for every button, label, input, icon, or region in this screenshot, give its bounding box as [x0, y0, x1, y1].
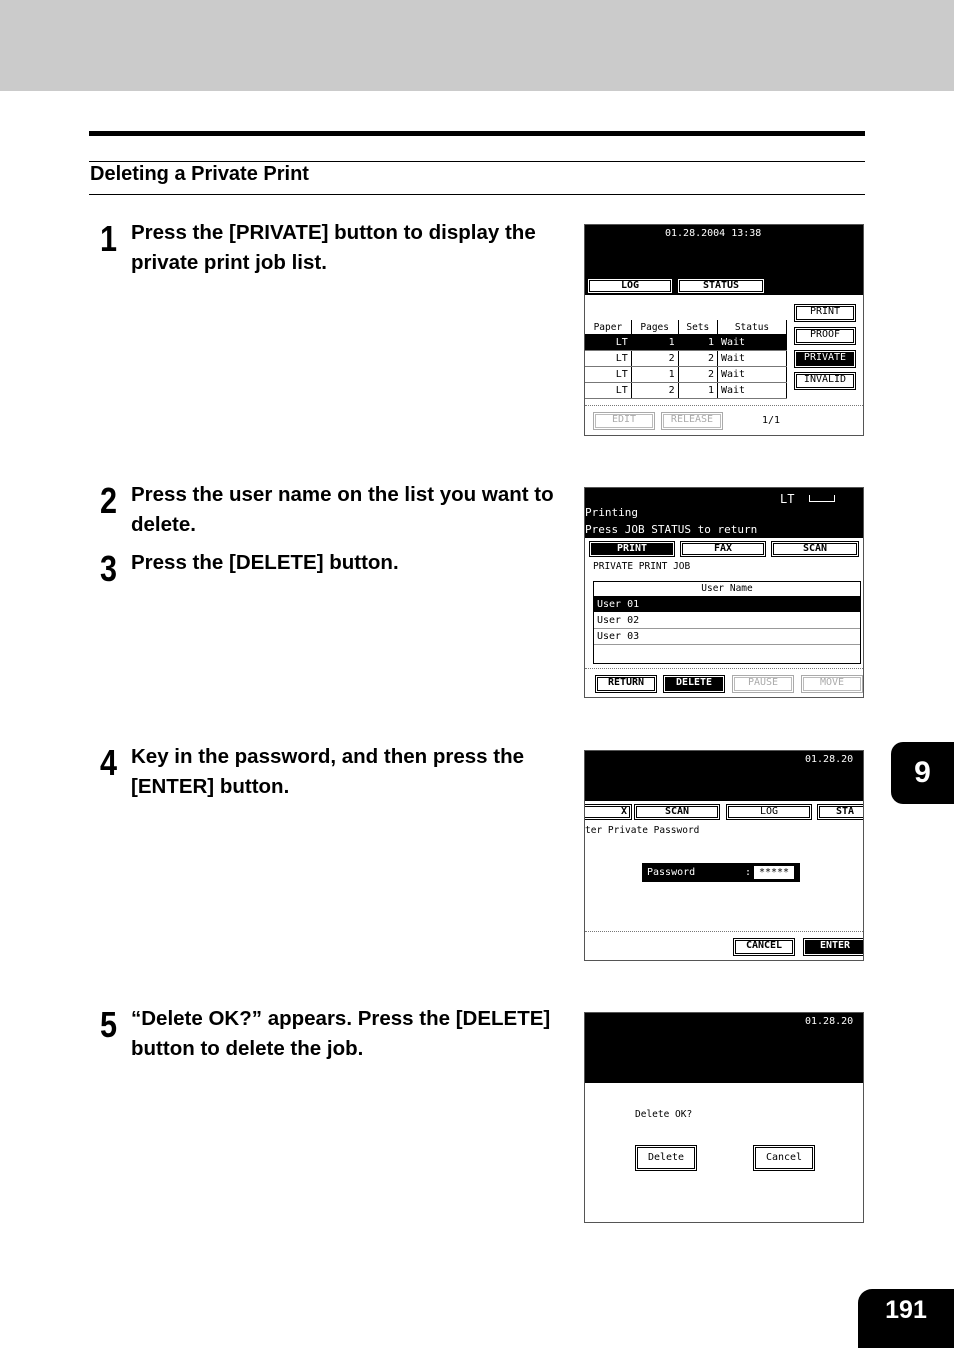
step-text: Press the [PRIVATE] button to display the private print job list.	[131, 221, 536, 274]
cell: LT	[585, 351, 631, 367]
field-label: Password	[647, 867, 696, 878]
tab-scan[interactable]: SCAN	[771, 541, 859, 557]
screen-delete-confirm	[584, 1012, 864, 1223]
cell: Wait	[718, 335, 787, 351]
user-list	[593, 581, 861, 664]
step-number: 2	[100, 480, 117, 521]
divider	[585, 405, 863, 406]
tab-status[interactable]: STATUS	[677, 278, 765, 294]
list-item[interactable]: User 03	[594, 629, 860, 645]
cell: Wait	[718, 383, 787, 399]
invalid-button[interactable]: INVALID	[794, 372, 856, 390]
screen-password	[584, 750, 864, 961]
cell: 1	[678, 383, 717, 399]
step-text: Press the [DELETE] button.	[131, 551, 399, 574]
step-text: Press the user name on the list you want to delete.	[131, 483, 554, 536]
column-header: Sets	[678, 320, 717, 335]
cell: 2	[631, 383, 678, 399]
screen-job-status	[584, 224, 864, 436]
step-text: “Delete OK?” appears. Press the [DELETE] button to delete the job.	[131, 1007, 551, 1060]
tray-icon	[809, 495, 835, 502]
divider	[585, 668, 863, 669]
table-row[interactable]	[585, 367, 787, 383]
column-header: Pages	[631, 320, 678, 335]
status-hint: Press JOB STATUS to return	[585, 523, 758, 536]
confirm-delete-button[interactable]: Delete	[635, 1145, 697, 1171]
edit-button[interactable]: EDIT	[593, 412, 655, 430]
cell: 2	[631, 351, 678, 367]
step-number: 3	[100, 548, 117, 589]
step-number: 5	[100, 1004, 117, 1045]
chapter-tab: 9	[891, 742, 954, 804]
page-indicator: 1/1	[762, 415, 781, 426]
cell: 1	[678, 335, 717, 351]
delete-button[interactable]: DELETE	[663, 675, 725, 693]
table-row[interactable]	[585, 335, 787, 351]
tab-print[interactable]: PRINT	[589, 541, 675, 557]
move-button[interactable]: MOVE	[801, 675, 863, 693]
cell: Wait	[718, 367, 787, 383]
paper-size: LT	[780, 492, 795, 506]
step-text: Key in the password, and then press the [ENTER] button.	[131, 745, 525, 798]
tab-status[interactable]: STA	[817, 804, 864, 820]
column-header: User Name	[594, 582, 860, 597]
table-row[interactable]	[585, 383, 787, 399]
pause-button[interactable]: PAUSE	[732, 675, 794, 693]
password-input[interactable]: *****	[754, 866, 794, 879]
cancel-button[interactable]: CANCEL	[733, 938, 795, 956]
cell: 1	[631, 335, 678, 351]
enter-button[interactable]: ENTER	[803, 938, 864, 956]
screen-header	[585, 488, 863, 538]
password-field[interactable]	[642, 863, 800, 882]
cell: 2	[678, 351, 717, 367]
job-table	[585, 320, 787, 399]
cell: Wait	[718, 351, 787, 367]
step-number: 4	[100, 742, 117, 783]
step-number: 1	[100, 218, 117, 259]
release-button[interactable]: RELEASE	[661, 412, 723, 430]
screen-header	[585, 751, 863, 801]
section-top-rule	[89, 131, 865, 136]
status-line: Printing	[585, 506, 638, 519]
cell: LT	[585, 335, 631, 351]
password-prompt: ter Private Password	[585, 825, 700, 836]
list-title: PRIVATE PRINT JOB	[593, 561, 691, 572]
header-band	[0, 0, 954, 91]
tab-fax[interactable]: X	[584, 804, 632, 820]
tab-fax[interactable]: FAX	[680, 541, 766, 557]
cell: 1	[631, 367, 678, 383]
list-item[interactable]: User 02	[594, 613, 860, 629]
title-rule-bottom	[89, 194, 865, 195]
table-header	[585, 320, 787, 335]
tab-log[interactable]: LOG	[726, 804, 812, 820]
list-item[interactable]: User 01	[594, 597, 860, 612]
divider	[585, 931, 863, 932]
screen-private-print	[584, 487, 864, 698]
tab-scan[interactable]: SCAN	[634, 804, 720, 820]
title-rule-top	[89, 161, 865, 162]
page-number: 191	[858, 1289, 954, 1348]
cell: LT	[585, 383, 631, 399]
screen-header	[585, 1013, 863, 1083]
date: 01.28.20	[805, 754, 854, 765]
print-button[interactable]: PRINT	[794, 304, 856, 322]
datetime: 01.28.2004 13:38	[665, 228, 762, 239]
return-button[interactable]: RETURN	[595, 675, 657, 693]
column-header: Status	[718, 320, 787, 335]
column-header: Paper	[585, 320, 631, 335]
section-title: Deleting a Private Print	[90, 163, 309, 185]
tab-log[interactable]: LOG	[587, 278, 673, 294]
cell: LT	[585, 367, 631, 383]
date: 01.28.20	[805, 1016, 854, 1027]
confirm-message: Delete OK?	[635, 1109, 693, 1120]
proof-button[interactable]: PROOF	[794, 327, 856, 345]
confirm-cancel-button[interactable]: Cancel	[753, 1145, 815, 1171]
field-separator: :	[745, 867, 752, 878]
table-row[interactable]	[585, 351, 787, 367]
private-button[interactable]: PRIVATE	[794, 350, 856, 368]
cell: 2	[678, 367, 717, 383]
